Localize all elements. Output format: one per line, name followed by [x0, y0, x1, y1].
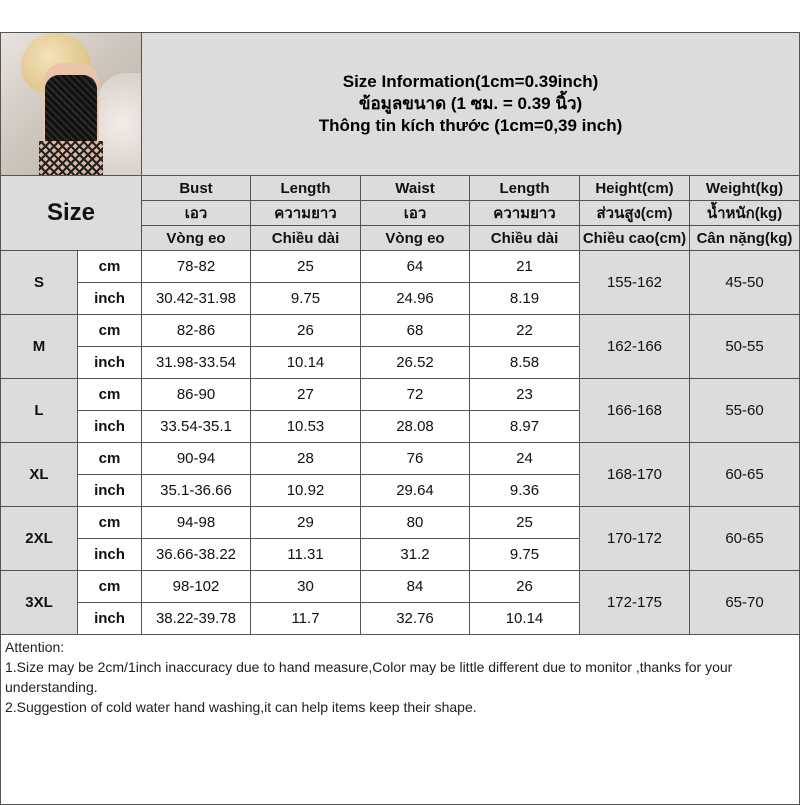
col-header-length2-th: ความยาว [470, 201, 580, 226]
value-cell: 23 [470, 379, 580, 411]
table-row [1, 507, 800, 539]
value-cell: 32.76 [361, 603, 470, 635]
info-title-th: ข้อมูลขนาด (1 ซม. = 0.39 นิ้ว) [358, 94, 583, 113]
value-cell: 26.52 [361, 347, 470, 379]
value-cell: 25 [251, 251, 361, 283]
value-cell: 31.2 [361, 539, 470, 571]
value-cell: 80 [361, 507, 470, 539]
size-label: XL [1, 443, 78, 507]
value-cell: 94-98 [142, 507, 251, 539]
value-cell: 84 [361, 571, 470, 603]
col-header-weight-en: Weight(kg) [690, 176, 800, 201]
col-header-length-en: Length [251, 176, 361, 201]
value-cell: 30 [251, 571, 361, 603]
col-header-bust-en: Bust [142, 176, 251, 201]
unit-label-inch: inch [78, 283, 142, 315]
col-header-waist-en: Waist [361, 176, 470, 201]
value-cell: 28 [251, 443, 361, 475]
value-cell: 90-94 [142, 443, 251, 475]
value-cell: 8.58 [470, 347, 580, 379]
unit-label-inch: inch [78, 603, 142, 635]
col-header-length2-en: Length [470, 176, 580, 201]
value-cell: 98-102 [142, 571, 251, 603]
value-cell: 11.31 [251, 539, 361, 571]
value-cell: 68 [361, 315, 470, 347]
info-title-en: Size Information(1cm=0.39inch) [342, 72, 599, 91]
table-row [1, 443, 800, 475]
size-label: 2XL [1, 507, 78, 571]
attention-title: Attention: [5, 639, 65, 655]
col-header-bust-vi: Vòng eo [142, 226, 251, 251]
value-cell: 22 [470, 315, 580, 347]
value-cell: 10.92 [251, 475, 361, 507]
unit-label-cm: cm [78, 379, 142, 411]
size-label: L [1, 379, 78, 443]
weight-range-cell: 60-65 [690, 443, 800, 507]
height-range-cell: 168-170 [580, 443, 690, 507]
col-header-length-vi: Chiều dài [251, 226, 361, 251]
value-cell: 78-82 [142, 251, 251, 283]
height-range-cell: 155-162 [580, 251, 690, 315]
product-photo [1, 33, 141, 175]
size-label: M [1, 315, 78, 379]
value-cell: 64 [361, 251, 470, 283]
value-cell: 9.75 [470, 539, 580, 571]
height-range-cell: 170-172 [580, 507, 690, 571]
table-row [1, 379, 800, 411]
value-cell: 25 [470, 507, 580, 539]
height-range-cell: 166-168 [580, 379, 690, 443]
value-cell: 30.42-31.98 [142, 283, 251, 315]
value-cell: 82-86 [142, 315, 251, 347]
product-photo-cell [1, 33, 142, 176]
col-header-weight-th: น้ำหนัก(kg) [690, 201, 800, 226]
value-cell: 24 [470, 443, 580, 475]
size-information-banner [142, 33, 800, 176]
value-cell: 86-90 [142, 379, 251, 411]
weight-range-cell: 55-60 [690, 379, 800, 443]
weight-range-cell: 45-50 [690, 251, 800, 315]
col-header-length-th: ความยาว [251, 201, 361, 226]
attention-notes [1, 635, 800, 805]
col-header-height-en: Height(cm) [580, 176, 690, 201]
unit-label-cm: cm [78, 571, 142, 603]
info-title-vi: Thông tin kích thước (1cm=0,39 inch) [318, 116, 623, 135]
size-label: 3XL [1, 571, 78, 635]
unit-label-inch: inch [78, 475, 142, 507]
value-cell: 21 [470, 251, 580, 283]
col-header-waist-th: เอว [361, 201, 470, 226]
value-cell: 26 [251, 315, 361, 347]
value-cell: 28.08 [361, 411, 470, 443]
value-cell: 26 [470, 571, 580, 603]
unit-label-inch: inch [78, 539, 142, 571]
unit-label-cm: cm [78, 507, 142, 539]
col-header-height-th: ส่วนสูง(cm) [580, 201, 690, 226]
unit-label-cm: cm [78, 315, 142, 347]
unit-label-inch: inch [78, 347, 142, 379]
height-range-cell: 162-166 [580, 315, 690, 379]
value-cell: 35.1-36.66 [142, 475, 251, 507]
col-header-height-vi: Chiều cao(cm) [580, 226, 690, 251]
weight-range-cell: 50-55 [690, 315, 800, 379]
attention-note-1: 1.Size may be 2cm/1inch inaccuracy due to hand measure,Color may be little different due to monitor ,thanks for your understanding. [5, 659, 733, 695]
value-cell: 29 [251, 507, 361, 539]
table-row [1, 251, 800, 283]
unit-label-cm: cm [78, 443, 142, 475]
weight-range-cell: 60-65 [690, 507, 800, 571]
table-row [1, 315, 800, 347]
size-chart-sheet [0, 32, 799, 797]
unit-label-inch: inch [78, 411, 142, 443]
value-cell: 9.75 [251, 283, 361, 315]
value-cell: 10.14 [251, 347, 361, 379]
value-cell: 8.19 [470, 283, 580, 315]
value-cell: 31.98-33.54 [142, 347, 251, 379]
col-header-bust-th: เอว [142, 201, 251, 226]
value-cell: 38.22-39.78 [142, 603, 251, 635]
value-cell: 9.36 [470, 475, 580, 507]
size-chart-table [0, 32, 800, 805]
value-cell: 10.14 [470, 603, 580, 635]
attention-note-2: 2.Suggestion of cold water hand washing,it can help items keep their shape. [5, 699, 477, 715]
weight-range-cell: 65-70 [690, 571, 800, 635]
table-row [1, 571, 800, 603]
value-cell: 8.97 [470, 411, 580, 443]
value-cell: 27 [251, 379, 361, 411]
col-header-waist-vi: Vòng eo [361, 226, 470, 251]
size-label: S [1, 251, 78, 315]
unit-label-cm: cm [78, 251, 142, 283]
value-cell: 29.64 [361, 475, 470, 507]
col-header-weight-vi: Cân nặng(kg) [690, 226, 800, 251]
col-header-length2-vi: Chiều dài [470, 226, 580, 251]
value-cell: 11.7 [251, 603, 361, 635]
value-cell: 36.66-38.22 [142, 539, 251, 571]
size-column-header: Size [1, 176, 142, 251]
value-cell: 33.54-35.1 [142, 411, 251, 443]
height-range-cell: 172-175 [580, 571, 690, 635]
value-cell: 10.53 [251, 411, 361, 443]
value-cell: 24.96 [361, 283, 470, 315]
value-cell: 72 [361, 379, 470, 411]
value-cell: 76 [361, 443, 470, 475]
